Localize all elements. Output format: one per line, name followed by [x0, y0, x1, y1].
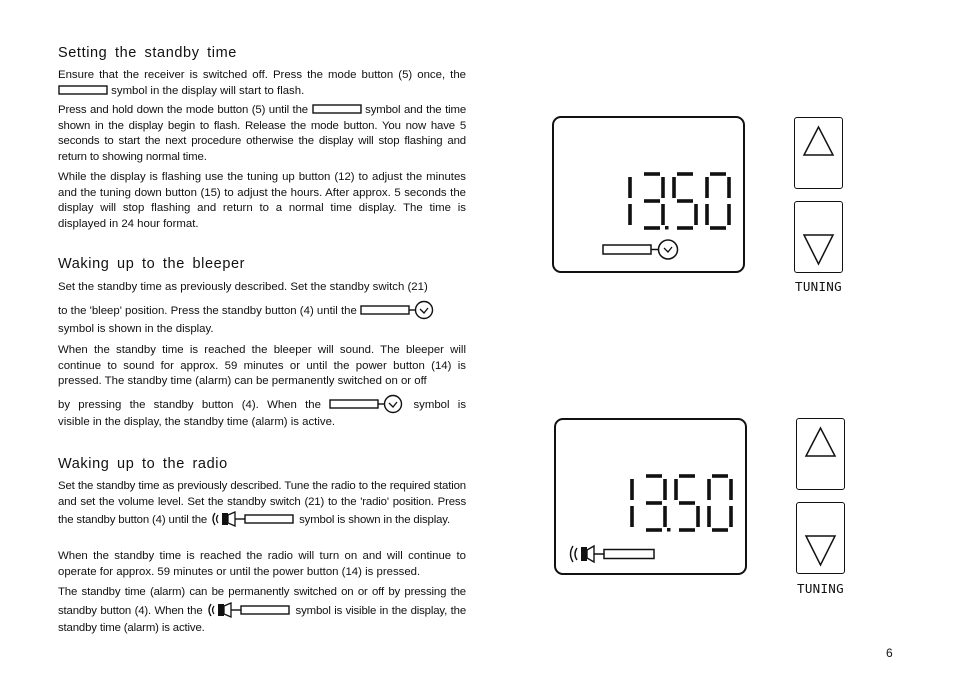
radio-speaker-icon [568, 542, 658, 566]
tuning-label-top: TUNING [795, 279, 842, 294]
lcd-decimal-point [667, 528, 671, 532]
radio-paragraph-2: When the standby time is reached the radio will turn on and will continue to operate for approx. 59 minutes or until the power button (14) is pressed. [58, 550, 466, 578]
bleeper-clock-icon [329, 394, 405, 414]
heading-setting-standby: Setting the standby time [58, 45, 237, 61]
triangle-up-icon [797, 419, 844, 489]
bleeper-paragraph-1b: to the 'bleep' position. Press the standby button (4) until the [58, 301, 466, 321]
text-column [58, 0, 466, 674]
lcd-time-readout [604, 170, 744, 240]
lcd-decimal-point [665, 226, 669, 230]
bleeper-paragraph-1a: Set the standby time as previously described. Set the standby switch (21) [58, 281, 428, 293]
heading-waking-bleeper: Waking up to the bleeper [58, 256, 246, 272]
radio-speaker-icon [206, 600, 292, 620]
lcd-display-bottom [554, 418, 747, 575]
triangle-up-icon [795, 118, 842, 188]
standby-bar-icon [58, 85, 108, 95]
standby-bar-icon [312, 104, 362, 114]
bleeper-clock-icon [360, 300, 436, 320]
radio-paragraph-3: The standby time (alarm) can be permanently switched on or off by pressing the standby button (4). When the symbol is visible in the display, the standby time (alarm) is active. [58, 586, 467, 634]
bleeper-paragraph-2: When the standby time is reached the bleeper will sound. The bleeper will continue to sound for approx. 59 minutes or until the power button (14) is pressed. The standby time (alarm) can be permanently switched on or off [58, 344, 466, 388]
heading-waking-radio: Waking up to the radio [58, 456, 228, 472]
tuning-up-button-top[interactable] [794, 117, 843, 189]
lcd-display-top [552, 116, 745, 273]
triangle-down-icon [795, 202, 842, 272]
radio-paragraph-1: Set the standby time as previously described. Tune the radio to the required station and set the volume level. Set the standby switch (21) to the 'radio' position. Press the standby button (4) until the symbol is shown in the display. [58, 479, 466, 530]
standby-paragraph-2: Press and hold down the mode button (5) until the symbol and the time shown in the display begin to flash. Release the mode button. You now have 5 seconds to start the next procedure otherwise the display will stop flashing and return to showing normal time. [58, 104, 467, 163]
lcd-time-text [554, 118, 555, 119]
bleeper-paragraph-1c: symbol is shown in the display. [58, 323, 214, 335]
radio-speaker-icon [210, 509, 296, 529]
tuning-down-button-top[interactable] [794, 201, 843, 273]
bleeper-paragraph-3: by pressing the standby button (4). When the symbol is [58, 395, 466, 415]
lcd-time-readout [606, 472, 746, 542]
triangle-down-icon [797, 503, 844, 573]
bleeper-paragraph-3c: visible in the display, the standby time (alarm) is active. [58, 416, 336, 428]
bleeper-clock-icon [602, 238, 682, 262]
standby-paragraph-1: Ensure that the receiver is switched off. Press the mode button (5) once, the symbol in the display will start to flash. [58, 69, 466, 97]
tuning-down-button-bottom[interactable] [796, 502, 845, 574]
standby-paragraph-3: While the display is flashing use the tuning up button (12) to adjust the minutes and the tuning down button (15) to adjust the hours. After approx. 5 seconds the display will stop flashing and return to a normal time display. The time is displayed in 24 hour format. [58, 171, 466, 230]
tuning-label-bottom: TUNING [797, 581, 844, 596]
page-number: 6 [886, 646, 893, 660]
tuning-up-button-bottom[interactable] [796, 418, 845, 490]
lcd-time-text [556, 420, 557, 421]
